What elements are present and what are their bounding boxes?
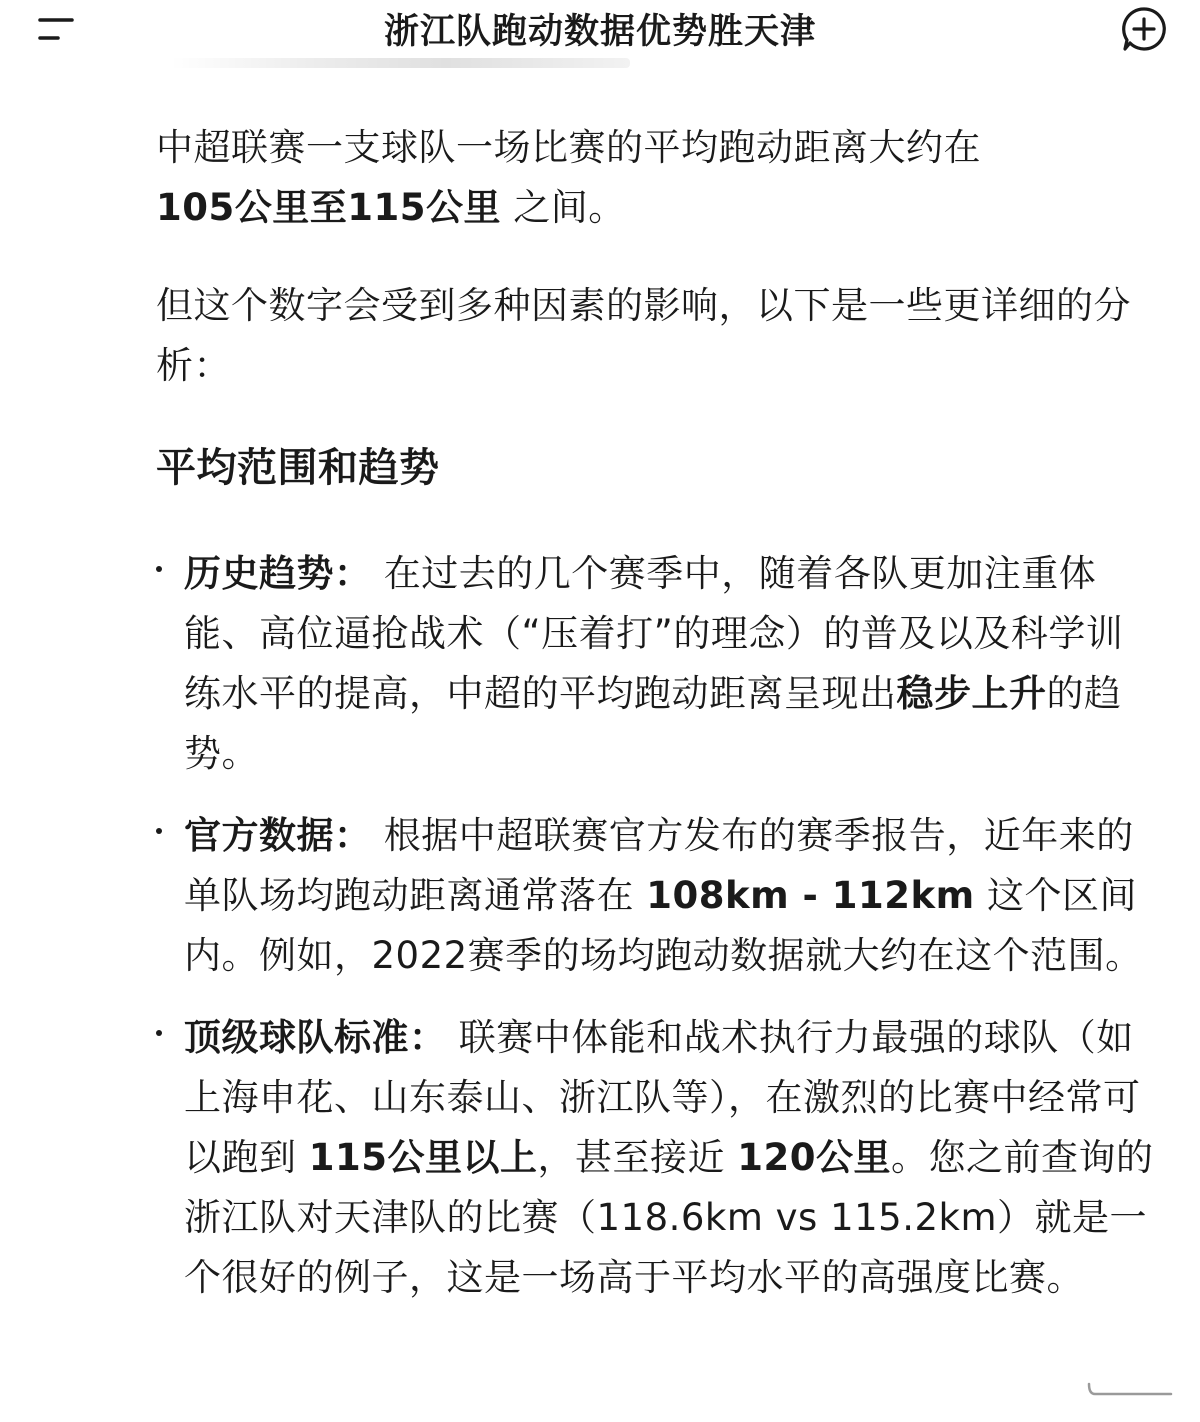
intro-paragraph-2: 但这个数字会受到多种因素的影响，以下是一些更详细的分析： [156, 284, 1131, 387]
bullet-bold: 稳步上升 [896, 672, 1047, 715]
intro-paragraph-1 [156, 118, 1156, 238]
page-title: 浙江队跑动数据优势胜天津 [383, 12, 816, 52]
intro-bold-range: 105公里至115公里 [156, 186, 501, 229]
new-chat-plus-icon[interactable] [1119, 4, 1169, 54]
bullet-list [156, 544, 1156, 1308]
bullet-text: 根据中超联赛官方发布的赛季报告，近年来的单队场均跑动距离通常落在 [184, 814, 1134, 917]
bullet-label: 历史趋势： [184, 552, 372, 595]
bullet-label: 顶级球队标准： [184, 1016, 447, 1059]
bullet-tail: 的趋势。 [184, 672, 1122, 775]
bullet-text: 在过去的几个赛季中，随着各队更加注重体能、高位逼抢战术（“压着打”的理念）的普及以及科学训练水平的提高，中超的平均跑动距离呈现出 [184, 552, 1124, 715]
bullet-bold: 115公里以上 [308, 1136, 538, 1179]
intro-tail: 之间。 [500, 186, 626, 229]
bullet-tail: 。您之前查询的浙江队对天津队的比赛（118.6km vs 115.2km）就是一个很好的例子，这是一场高于平均水平的高强度比赛。 [184, 1136, 1154, 1299]
bullet-tail: 这个区间内。例如，2022赛季的场均跑动数据就大约在这个范围。 [184, 874, 1143, 977]
list-item [156, 806, 1156, 986]
bullet-bold: 108km - 112km [646, 874, 975, 917]
bullet-dot-icon [156, 828, 162, 834]
scroll-handle-icon[interactable] [1085, 1382, 1175, 1398]
section-title: 平均范围和趋势 [156, 445, 440, 491]
list-item [156, 1008, 1156, 1308]
bullet-dot-icon [156, 1030, 162, 1036]
faded-previous-text [170, 58, 630, 68]
top-bar [0, 0, 1200, 58]
list-item [156, 544, 1156, 784]
bullet-label: 官方数据： [184, 814, 372, 857]
intro-text: 中超联赛一支球队一场比赛的平均跑动距离大约在 [156, 126, 981, 169]
bullet-mid: ，甚至接近 [537, 1136, 738, 1179]
answer-content [156, 118, 1156, 1330]
bullet-text: 联赛中体能和战术执行力最强的球队（如上海申花、山东泰山、浙江队等），在激烈的比赛中经常可以跑到 [184, 1016, 1141, 1179]
bullet-bold-2: 120公里 [737, 1136, 891, 1179]
bullet-dot-icon [156, 566, 162, 572]
